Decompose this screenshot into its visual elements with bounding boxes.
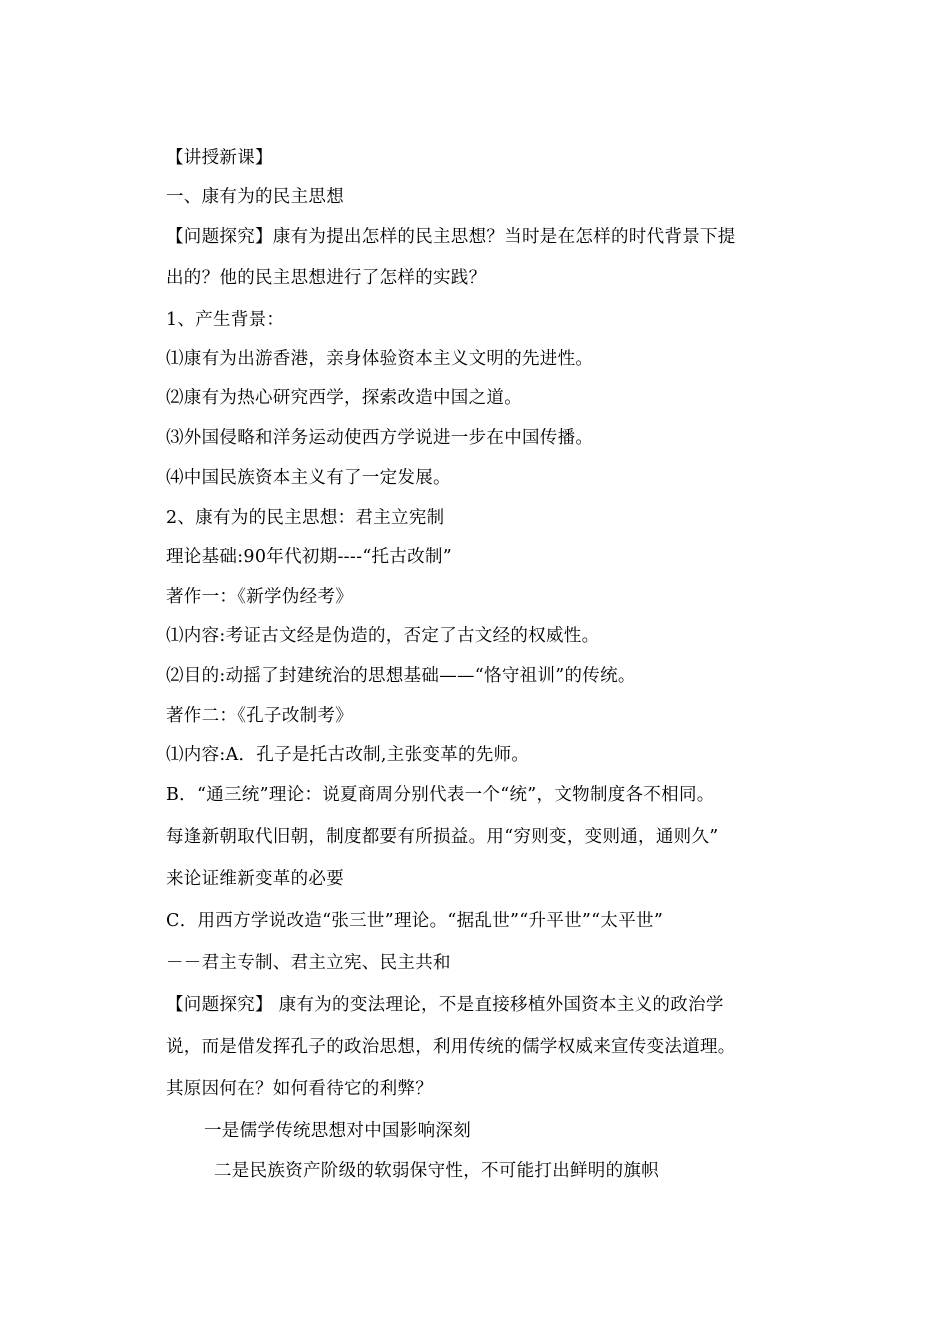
paragraph-line: C．用西方学说改造“张三世”理论。“据乱世”“升平世”“太平世” (166, 911, 664, 931)
question-paragraph-line: 【问题探究】康有为提出怎样的民主思想？当时是在怎样的时代背景下提 (166, 227, 736, 247)
paragraph-line: 每逢新朝取代旧朝，制度都要有所损益。用“穷则变，变则通，通则久” (166, 827, 719, 847)
question-paragraph-line: 说，而是借发挥孔子的政治思想，利用传统的儒学权威来宣传变法道理。 (166, 1037, 736, 1057)
answer-line: 二是民族资产阶级的软弱保守性，不可能打出鲜明的旗帜 (214, 1161, 659, 1181)
text-line: 著作一：《新学伪经考》 (166, 587, 354, 607)
subsection-heading: 2、康有为的民主思想：君主立宪制 (166, 508, 445, 528)
paragraph-line: 来论证维新变革的必要 (166, 869, 344, 889)
list-item: ⑶外国侵略和洋务运动使西方学说进一步在中国传播。 (166, 428, 594, 448)
question-paragraph-line: 其原因何在？如何看待它的利弊？ (166, 1079, 433, 1099)
answer-line: 一是儒学传统思想对中国影响深刻 (204, 1121, 471, 1141)
list-item: ⑴内容:A．孔子是托古改制,主张变革的先师。 (166, 745, 530, 765)
list-item: ⑴康有为出游香港，亲身体验资本主义文明的先进性。 (166, 349, 594, 369)
paragraph-line: B．“通三统”理论：说夏商周分别代表一个“统”，文物制度各不相同。 (166, 785, 715, 805)
list-item: ⑷中国民族资本主义有了一定发展。 (166, 468, 451, 488)
subsection-heading: 一、康有为的民主思想 (166, 187, 344, 207)
question-paragraph-line: 出的？他的民主思想进行了怎样的实践？ (166, 268, 487, 288)
list-item: ⑴内容:考证古文经是伪造的，否定了古文经的权威性。 (166, 626, 600, 646)
list-item: ⑵康有为热心研究西学，探索改造中国之道。 (166, 388, 522, 408)
question-paragraph-line: 【问题探究】 康有为的变法理论，不是直接移植外国资本主义的政治学 (166, 995, 724, 1015)
text-line: 著作二：《孔子改制考》 (166, 706, 354, 726)
list-item: ⑵目的:动摇了封建统治的思想基础——“恪守祖训”的传统。 (166, 666, 636, 686)
paragraph-line: －－君主专制、君主立宪、民主共和 (166, 953, 451, 973)
text-line: 理论基础:90年代初期----“托古改制” (166, 547, 453, 567)
section-heading: 【讲授新课】 (166, 148, 273, 168)
subsection-heading: 1、产生背景： (166, 310, 285, 330)
